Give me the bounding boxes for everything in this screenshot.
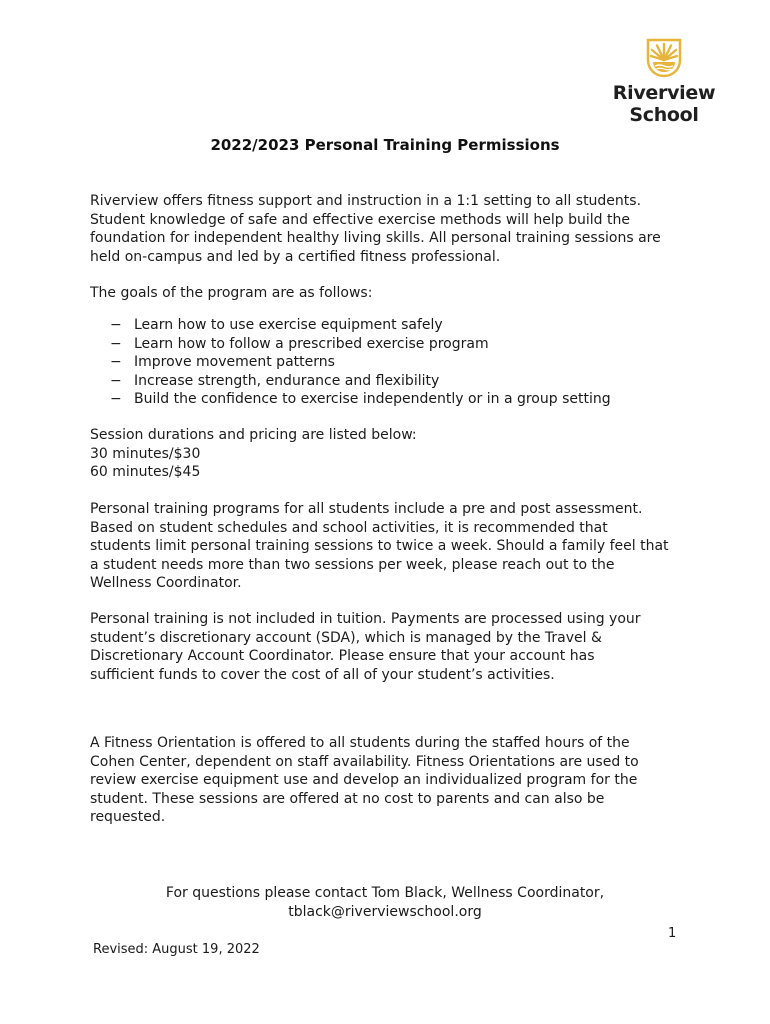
list-item: − Learn how to follow a prescribed exercise program — [110, 335, 611, 354]
logo-text-line2: School — [629, 104, 699, 126]
text-line: student. These sessions are offered at no cost to parents and can also be — [90, 790, 605, 807]
text-line: Session durations and pricing are listed below: — [90, 427, 417, 443]
list-item: − Improve movement patterns — [110, 353, 611, 372]
text-line: Student knowledge of safe and effective exercise methods will help build the — [90, 211, 630, 228]
text-line: Cohen Center, dependent on staff availability. Fitness Orientations are used to — [90, 753, 639, 770]
list-item: − Learn how to use exercise equipment safely — [110, 316, 611, 335]
text-line: a student needs more than two sessions per week, please reach out to the — [90, 556, 615, 573]
text-line: review exercise equipment use and develop an individualized program for the — [90, 772, 638, 789]
text-line: Based on student schedules and school activities, it is recommended that — [90, 519, 608, 536]
payment-paragraph — [90, 610, 690, 684]
programs-paragraph — [90, 500, 690, 593]
contact-email[interactable]: tblack@riverviewschool.org — [288, 904, 482, 920]
list-item: − Increase strength, endurance and flexibility — [110, 372, 611, 391]
goals-intro: The goals of the program are as follows: — [90, 285, 373, 301]
sun-crest-icon — [646, 38, 682, 78]
text-line: students limit personal training sessions to twice a week. Should a family feel that — [90, 538, 669, 555]
text-line: Riverview offers fitness support and instruction in a 1:1 setting to all students. — [90, 193, 642, 209]
list-item: − Build the confidence to exercise independently or in a group setting — [110, 390, 611, 409]
school-logo — [608, 38, 720, 126]
price-line: 60 minutes/$45 — [90, 464, 201, 481]
text-line: Wellness Coordinator. — [90, 575, 242, 592]
goals-list — [110, 316, 611, 409]
text-line: A Fitness Orientation is offered to all students during the staffed hours of the — [90, 735, 630, 751]
text-line: student’s discretionary account (SDA), which is managed by the Travel & — [90, 629, 602, 646]
intro-paragraph — [90, 192, 690, 266]
logo-text-line1: Riverview — [612, 82, 716, 104]
text-line: Personal training programs for all students include a pre and post assessment. — [90, 501, 643, 517]
revised-date: Revised: August 19, 2022 — [93, 942, 260, 957]
text-line: requested. — [90, 809, 166, 826]
text-line: Personal training is not included in tuition. Payments are processed using your — [90, 611, 641, 627]
text-line: held on-campus and led by a certified fitness professional. — [90, 248, 501, 265]
text-line: foundation for independent healthy living skills. All personal training sessions are — [90, 230, 661, 247]
document-title: 2022/2023 Personal Training Permissions — [210, 136, 560, 154]
contact-block — [0, 884, 770, 922]
page-number: 1 — [668, 926, 677, 941]
text-line: Discretionary Account Coordinator. Please ensure that your account has — [90, 648, 595, 665]
contact-line: For questions please contact Tom Black, Wellness Coordinator, — [165, 885, 605, 901]
orientation-paragraph — [90, 734, 690, 827]
text-line: sufficient funds to cover the cost of all of your student’s activities. — [90, 666, 555, 683]
pricing-paragraph — [90, 426, 690, 482]
price-line: 30 minutes/$30 — [90, 445, 201, 462]
